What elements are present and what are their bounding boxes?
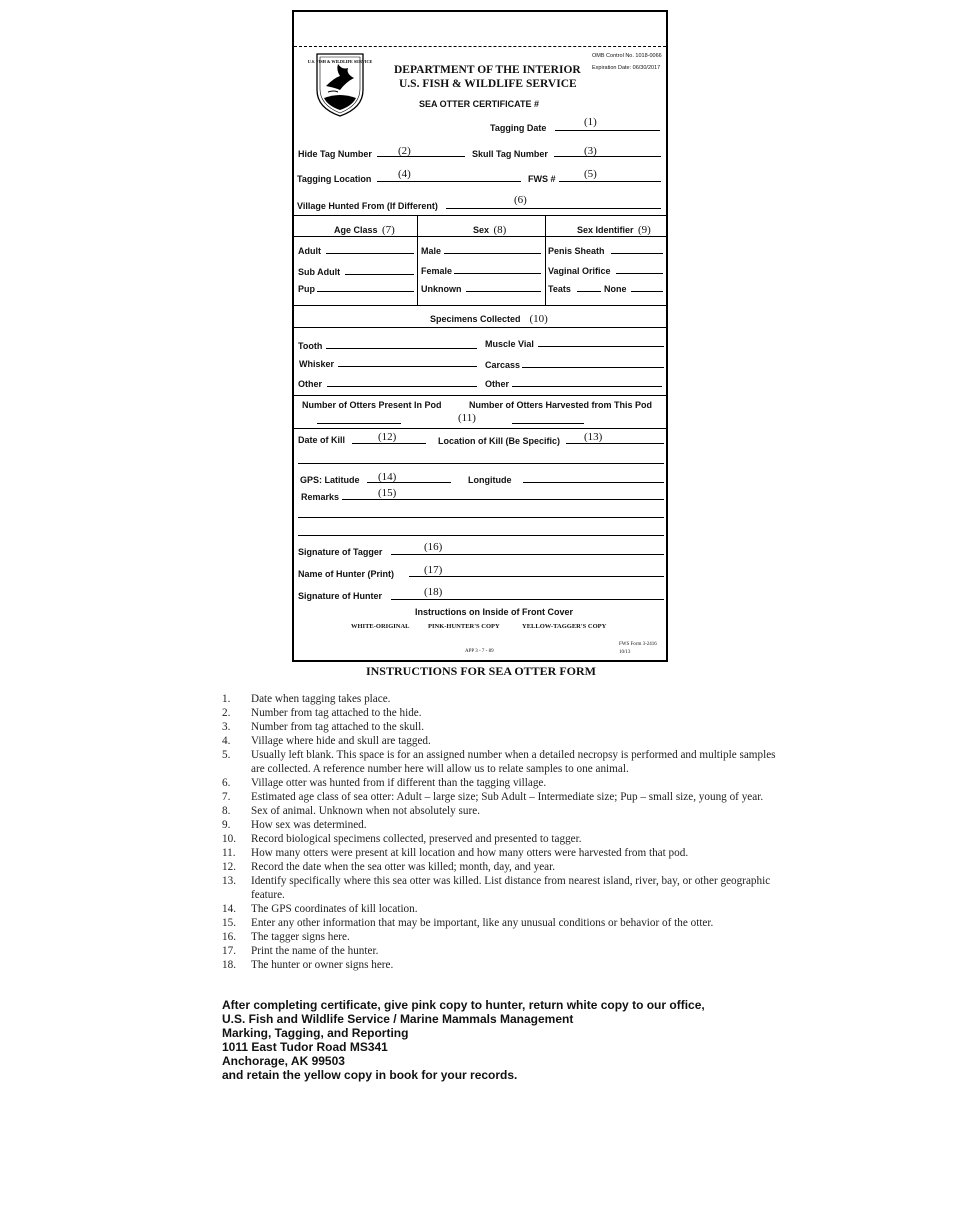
sex-female-field[interactable] bbox=[454, 273, 541, 274]
list-item: 7. Estimated age class of sea otter: Adult – large size; Sub Adult – Intermediate size; Pup – small size, young of year. bbox=[222, 791, 764, 803]
sex-unknown-label: Unknown bbox=[421, 284, 462, 294]
remarks-number: (15) bbox=[378, 487, 397, 499]
expiration-date: Expiration Date: 06/30/2017 bbox=[592, 65, 661, 71]
list-item: 6. Village otter was hunted from if different than the tagging village. bbox=[222, 777, 547, 789]
skull-tag-number: (3) bbox=[584, 145, 597, 157]
name-hunter-field[interactable] bbox=[409, 576, 664, 577]
village-hunted-field[interactable] bbox=[446, 208, 661, 209]
sex-header: Sex (8) bbox=[473, 224, 507, 236]
list-item: 15. Enter any other information that may be important, like any unusual conditions or behavior of the otter. bbox=[222, 917, 714, 929]
tooth-field[interactable] bbox=[326, 348, 477, 349]
footer-line-2: U.S. Fish and Wildlife Service / Marine Mammals Management bbox=[222, 1012, 574, 1026]
tooth-label: Tooth bbox=[298, 341, 323, 351]
pod-number: (11) bbox=[458, 412, 476, 424]
village-hunted-label: Village Hunted From (If Different) bbox=[297, 201, 438, 211]
hide-tag-number: (2) bbox=[398, 145, 411, 157]
tagging-date-field[interactable] bbox=[555, 130, 660, 131]
copy-pink: PINK-HUNTER'S COPY bbox=[428, 623, 500, 630]
age-subadult-field[interactable] bbox=[345, 274, 414, 275]
vaginal-orifice-label: Vaginal Orifice bbox=[548, 266, 611, 276]
age-class-header: Age Class (7) bbox=[334, 224, 395, 236]
location-of-kill-label: Location of Kill (Be Specific) bbox=[438, 436, 561, 446]
age-pup-field[interactable] bbox=[317, 291, 414, 292]
list-item: 8. Sex of animal. Unknown when not absolutely sure. bbox=[222, 805, 480, 817]
certificate-number-label: SEA OTTER CERTIFICATE # bbox=[419, 99, 540, 109]
age-pup-label: Pup bbox=[298, 284, 315, 294]
otters-harvested-label: Number of Otters Harvested from This Pod bbox=[469, 400, 653, 410]
fws-shield-logo-icon bbox=[307, 52, 373, 118]
sex-male-field[interactable] bbox=[444, 253, 541, 254]
name-hunter-number: (17) bbox=[424, 564, 443, 576]
list-item: 10. Record biological specimens collected, preserved and presented to tagger. bbox=[222, 833, 582, 845]
sex-identifier-header: Sex Identifier (9) bbox=[577, 224, 651, 236]
whisker-label: Whisker bbox=[299, 359, 335, 369]
whisker-field[interactable] bbox=[338, 366, 477, 367]
tagging-location-label: Tagging Location bbox=[297, 174, 372, 184]
fws-number-number: (5) bbox=[584, 168, 597, 180]
otters-present-field[interactable] bbox=[317, 423, 401, 424]
list-item: 2. Number from tag attached to the hide. bbox=[222, 707, 422, 719]
tagging-date-number: (1) bbox=[584, 116, 597, 128]
list-item: 4. Village where hide and skull are tagged. bbox=[222, 735, 431, 747]
signature-hunter-number: (18) bbox=[424, 586, 443, 598]
instructions-note: Instructions on Inside of Front Cover bbox=[415, 607, 574, 617]
age-adult-field[interactable] bbox=[326, 253, 414, 254]
signature-hunter-label: Signature of Hunter bbox=[298, 591, 383, 601]
date-of-kill-label: Date of Kill bbox=[298, 435, 346, 445]
logo-text: U.S. FISH & WILDLIFE SERVICE bbox=[307, 59, 373, 64]
otters-present-label: Number of Otters Present In Pod bbox=[302, 400, 442, 410]
service-heading: U.S. FISH & WILDLIFE SERVICE bbox=[399, 78, 577, 90]
teats-field[interactable] bbox=[577, 291, 601, 292]
sex-female-label: Female bbox=[421, 266, 453, 276]
carcass-field[interactable] bbox=[522, 367, 664, 368]
otters-harvested-field[interactable] bbox=[512, 423, 584, 424]
specimens-collected-header: Specimens Collected (10) bbox=[430, 313, 548, 325]
penis-sheath-field[interactable] bbox=[611, 253, 663, 254]
list-item: 16. The tagger signs here. bbox=[222, 931, 350, 943]
signature-tagger-number: (16) bbox=[424, 541, 443, 553]
tagging-location-number: (4) bbox=[398, 168, 411, 180]
form-date: 10/13 bbox=[619, 650, 631, 655]
fws-number-field[interactable] bbox=[559, 181, 661, 182]
sex-unknown-field[interactable] bbox=[466, 291, 541, 292]
remarks-field-3[interactable] bbox=[298, 535, 664, 536]
list-item: 3. Number from tag attached to the skull. bbox=[222, 721, 425, 733]
mailing-instructions bbox=[222, 998, 705, 1082]
hide-tag-label: Hide Tag Number bbox=[298, 149, 372, 159]
remarks-field-2[interactable] bbox=[298, 517, 664, 518]
footer-line-5: Anchorage, AK 99503 bbox=[222, 1054, 345, 1068]
teats-label: Teats bbox=[548, 284, 571, 294]
carcass-label: Carcass bbox=[485, 360, 521, 370]
tagging-date-label: Tagging Date bbox=[490, 123, 547, 133]
sea-otter-certificate-form bbox=[292, 10, 668, 662]
age-adult-label: Adult bbox=[298, 246, 321, 256]
skull-tag-field[interactable] bbox=[554, 156, 661, 157]
list-item: 14. The GPS coordinates of kill location. bbox=[222, 903, 418, 915]
copy-yellow: YELLOW-TAGGER'S COPY bbox=[522, 623, 607, 630]
location-of-kill-number: (13) bbox=[584, 431, 603, 443]
list-item: 13. Identify specifically where this sea otter was killed. List distance from nearest island, river, bay, or other geographic feature. bbox=[222, 875, 771, 901]
footer-line-6: and retain the yellow copy in book for your records. bbox=[222, 1068, 518, 1082]
name-hunter-label: Name of Hunter (Print) bbox=[298, 569, 395, 579]
app-code: APP 3 - 7 - 89 bbox=[465, 649, 494, 654]
location-of-kill-field[interactable] bbox=[566, 443, 664, 444]
footer-line-1: After completing certificate, give pink copy to hunter, return white copy to our office, bbox=[222, 998, 705, 1012]
list-item: 5. Usually left blank. This space is for an assigned number when a detailed necropsy is performed and multiple samples are collected. A reference number here will allow us to relate samples to one animal. bbox=[222, 749, 776, 775]
hide-tag-field[interactable] bbox=[377, 156, 465, 157]
list-item: 12. Record the date when the sea otter was killed; month, day, and year. bbox=[222, 861, 556, 873]
department-heading: DEPARTMENT OF THE INTERIOR bbox=[394, 64, 581, 76]
sex-male-label: Male bbox=[421, 246, 442, 256]
other-specimen-left-field[interactable] bbox=[327, 386, 477, 387]
gps-latitude-label: GPS: Latitude bbox=[300, 475, 360, 485]
footer-line-4: 1011 East Tudor Road MS341 bbox=[222, 1040, 388, 1054]
tagging-location-field[interactable] bbox=[377, 181, 521, 182]
other-specimen-left-label: Other bbox=[298, 379, 323, 389]
longitude-label: Longitude bbox=[468, 475, 512, 485]
other-specimen-right-field[interactable] bbox=[512, 386, 662, 387]
date-of-kill-number: (12) bbox=[378, 431, 397, 443]
copy-white: WHITE-ORIGINAL bbox=[351, 623, 410, 630]
vaginal-orifice-field[interactable] bbox=[616, 273, 663, 274]
list-item: 11. How many otters were present at kill location and how many otters were harvested from that pod. bbox=[222, 847, 689, 859]
muscle-vial-label: Muscle Vial bbox=[485, 339, 534, 349]
instructions-list bbox=[222, 692, 782, 972]
longitude-field[interactable] bbox=[523, 482, 664, 483]
instructions-title: INSTRUCTIONS FOR SEA OTTER FORM bbox=[365, 664, 597, 678]
date-of-kill-field[interactable] bbox=[352, 443, 426, 444]
list-item: 9. How sex was determined. bbox=[222, 819, 367, 831]
remarks-field[interactable] bbox=[342, 499, 664, 500]
none-field[interactable] bbox=[631, 291, 663, 292]
none-label: None bbox=[604, 284, 627, 294]
other-specimen-right-label: Other bbox=[485, 379, 510, 389]
location-of-kill-field-2[interactable] bbox=[298, 463, 664, 464]
village-hunted-number: (6) bbox=[514, 194, 527, 206]
skull-tag-label: Skull Tag Number bbox=[472, 149, 548, 159]
remarks-label: Remarks bbox=[301, 492, 340, 502]
signature-tagger-label: Signature of Tagger bbox=[298, 547, 383, 557]
tear-off-line bbox=[294, 46, 666, 47]
age-subadult-label: Sub Adult bbox=[298, 267, 341, 277]
gps-latitude-number: (14) bbox=[378, 471, 397, 483]
muscle-vial-field[interactable] bbox=[538, 346, 664, 347]
omb-control-number: OMB Control No. 1018-0066 bbox=[592, 53, 662, 59]
signature-tagger-field[interactable] bbox=[391, 554, 664, 555]
footer-line-3: Marking, Tagging, and Reporting bbox=[222, 1026, 409, 1040]
signature-hunter-field[interactable] bbox=[391, 599, 664, 600]
list-item: 1. Date when tagging takes place. bbox=[222, 693, 391, 705]
penis-sheath-label: Penis Sheath bbox=[548, 246, 605, 256]
list-item: 17. Print the name of the hunter. bbox=[222, 945, 379, 957]
list-item: 18. The hunter or owner signs here. bbox=[222, 959, 394, 971]
fws-number-label: FWS # bbox=[528, 174, 556, 184]
form-number: FWS Form 3-2416 bbox=[619, 642, 657, 647]
